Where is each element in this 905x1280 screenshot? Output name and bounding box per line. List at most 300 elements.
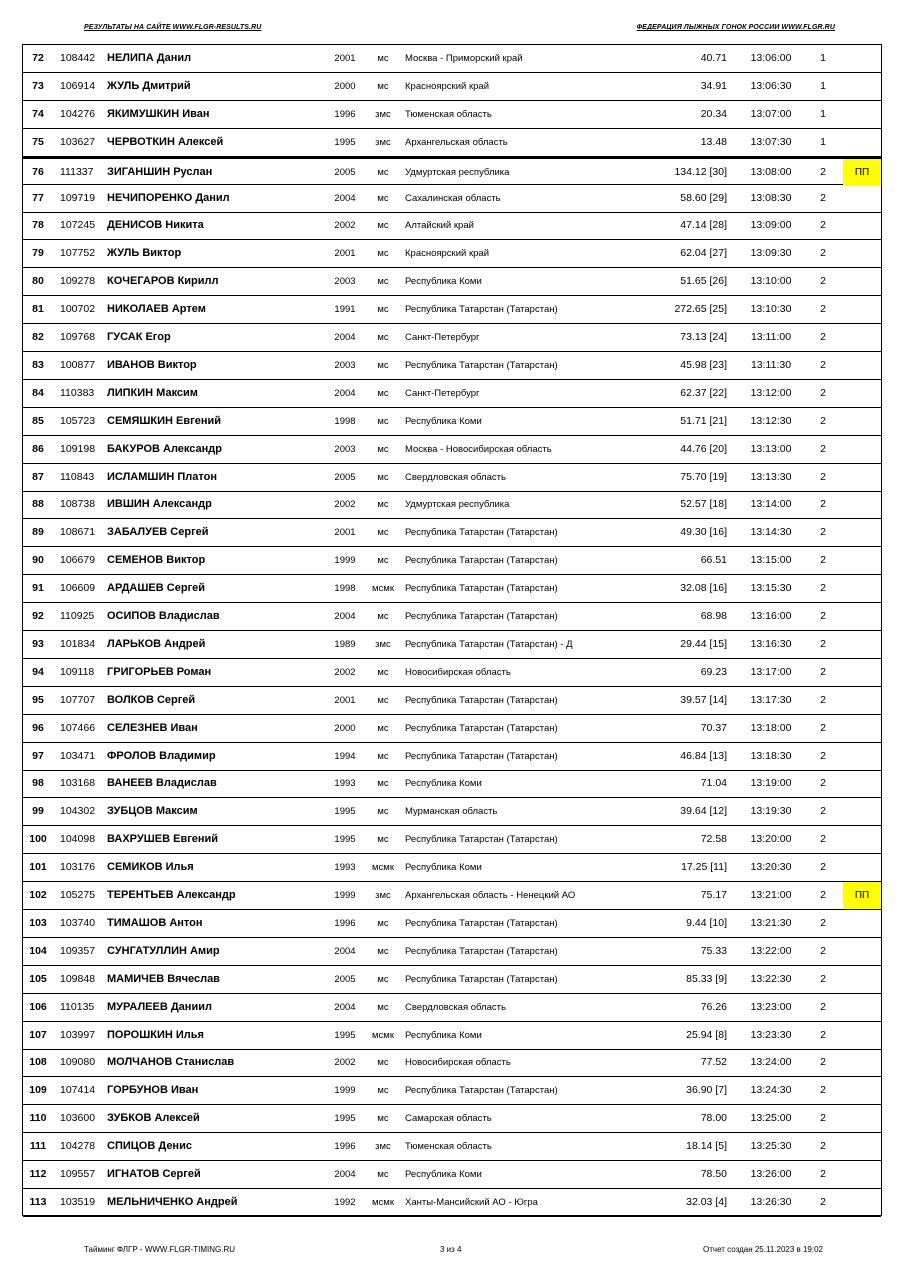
row-name: ОСИПОВ Владислав [107,610,220,622]
row-rank: мс [377,166,389,178]
table-row [23,1022,881,1050]
row-heat: 2 [820,916,826,929]
row-heat: 1 [820,79,826,92]
row-year: 2001 [334,248,356,260]
table-row [23,1133,881,1161]
table-row [23,687,881,715]
row-year: 2001 [334,53,356,64]
row-rank: мс [377,1001,389,1013]
row-time: 13:11:00 [750,331,792,343]
row-code: 107707 [60,693,96,706]
row-name: ЛИПКИН Максим [107,386,198,399]
row-place: 94 [32,665,44,678]
row-name: ГУСАК Егор [107,331,171,343]
row-points: 78.50 [700,1168,727,1180]
row-heat: 2 [820,610,826,622]
row-name: МУРАЛЕЕВ Даниил [107,1000,212,1013]
row-year: 2000 [334,722,356,734]
row-place: 97 [32,749,44,762]
row-code: 106914 [60,79,96,92]
row-time: 13:24:30 [750,1084,792,1097]
row-name: ЛАРЬКОВ Андрей [107,637,206,650]
row-place: 74 [32,107,44,120]
table-row [23,1189,881,1217]
row-rank: мс [377,806,389,818]
row-time: 13:26:30 [750,1195,792,1208]
row-heat: 2 [820,1195,826,1208]
row-region: Тюменская область [405,108,492,120]
row-points: 134.12 [30] [674,165,727,178]
row-heat: 2 [820,331,826,343]
row-code: 109848 [60,972,96,985]
row-region: Республика Коми [405,415,482,427]
row-points: 45.98 [23] [680,358,727,371]
row-rank: мс [377,611,389,622]
row-place: 108 [29,1056,47,1069]
row-rank: мсмк [372,1196,394,1208]
row-heat: 2 [820,1056,826,1069]
row-code: 110925 [60,610,95,622]
row-time: 13:07:30 [750,135,792,148]
row-year: 1998 [334,415,356,427]
row-code: 106609 [60,582,96,595]
row-code: 107752 [60,247,96,260]
row-year: 1996 [334,1141,356,1153]
row-name: ФРОЛОВ Владимир [107,749,216,762]
table-row [23,1161,881,1189]
row-points: 62.04 [27] [680,247,727,260]
row-region: Красноярский край [405,248,489,260]
row-place: 81 [32,303,44,316]
row-code: 108442 [60,52,96,64]
row-points: 51.71 [21] [680,414,727,427]
row-rank: мс [377,555,389,567]
row-rank: мс [377,666,389,678]
row-time: 13:12:30 [750,414,792,427]
row-place: 92 [32,610,44,622]
row-year: 2001 [334,694,356,706]
row-heat: 2 [820,1084,826,1097]
table-row [23,575,881,603]
row-place: 98 [32,777,44,790]
row-badge: ПП [843,159,881,186]
table-row [23,770,881,798]
row-badge: ПП [843,882,881,909]
start-list-table [22,44,882,1216]
row-place: 79 [32,247,44,260]
row-heat: 2 [820,526,826,539]
row-points: 40.71 [700,52,727,64]
row-place: 93 [32,637,44,650]
row-year: 1999 [334,1085,356,1097]
row-heat: 2 [820,554,826,567]
row-region: Тюменская область [405,1141,492,1153]
row-place: 89 [32,526,44,539]
row-points: 58.60 [29] [680,191,727,204]
row-code: 103168 [60,777,96,790]
row-rank: мс [377,359,389,371]
row-heat: 2 [820,1168,826,1180]
row-time: 13:15:00 [750,554,792,567]
row-rank: мс [377,778,389,790]
row-year: 2005 [334,471,356,483]
row-region: Республика Татарстан (Татарстан) [405,611,558,622]
row-year: 2004 [334,332,356,343]
row-place: 101 [29,861,47,874]
row-region: Республика Коми [405,778,482,790]
row-heat: 2 [820,1112,826,1125]
row-time: 13:07:00 [750,107,792,120]
row-points: 75.70 [19] [680,470,727,483]
row-place: 87 [32,470,44,483]
row-code: 110135 [60,1000,95,1013]
row-name: ТИМАШОВ Антон [107,916,203,929]
row-rank: мс [377,80,389,92]
table-row [23,129,881,157]
table-row [23,631,881,659]
row-region: Республика Татарстан (Татарстан) - Д [405,638,573,650]
row-code: 111337 [60,165,94,178]
row-name: ЗУБКОВ Алексей [107,1112,200,1125]
row-year: 2004 [334,945,356,957]
row-year: 1995 [334,1029,356,1041]
row-year: 2005 [334,166,356,178]
row-name: ВАНЕЕВ Владислав [107,777,217,790]
row-points: 85.33 [9] [686,972,727,985]
row-place: 91 [32,582,44,595]
row-points: 32.08 [16] [680,582,727,595]
row-year: 1995 [334,806,356,818]
row-name: СЕЛЕЗНЕВ Иван [107,721,198,734]
row-code: 108738 [60,498,96,511]
row-region: Республика Татарстан (Татарстан) [405,359,558,371]
row-place: 104 [29,944,47,957]
row-region: Республика Татарстан (Татарстан) [405,945,558,957]
row-time: 13:17:30 [750,693,792,706]
row-year: 2000 [334,80,356,92]
row-heat: 2 [820,805,826,818]
row-time: 13:14:00 [750,498,792,511]
row-name: ДЕНИСОВ Никита [107,219,204,232]
row-rank: змс [375,108,391,120]
header-federation-link[interactable]: ФЕДЕРАЦИЯ ЛЫЖНЫХ ГОНОК РОССИИ WWW.FLGR.RU [636,24,835,31]
row-region: Сахалинская область [405,192,501,204]
row-code: 103471 [60,749,96,762]
row-time: 13:21:30 [750,916,792,929]
row-rank: мс [377,1113,389,1125]
row-points: 75.33 [700,944,727,957]
row-code: 103627 [60,135,96,148]
row-points: 9.44 [10] [686,916,727,929]
row-year: 2005 [334,973,356,985]
table-row [23,380,881,408]
row-region: Самарская область [405,1113,492,1125]
row-rank: мс [377,750,389,762]
table-row [23,659,881,687]
row-rank: мс [377,53,389,64]
row-name: ВАХРУШЕВ Евгений [107,833,219,846]
table-row [23,352,881,380]
row-rank: мс [377,722,389,734]
row-year: 1989 [334,638,356,650]
row-code: 110843 [60,470,95,483]
row-region: Москва - Приморский край [405,53,523,64]
row-place: 80 [32,275,44,288]
row-code: 104098 [60,833,96,846]
row-rank: змс [375,1141,391,1153]
row-heat: 1 [820,107,826,120]
row-rank: змс [375,136,391,148]
row-year: 2002 [334,499,356,511]
row-place: 107 [29,1028,47,1041]
table-row [23,854,881,882]
row-place: 106 [29,1000,47,1013]
row-rank: мсмк [372,1029,394,1041]
row-time: 13:20:30 [750,861,792,874]
row-place: 73 [32,79,44,92]
row-points: 39.57 [14] [680,693,727,706]
row-code: 109198 [60,442,96,455]
row-points: 29.44 [15] [680,637,727,650]
row-time: 13:08:00 [750,165,792,178]
row-region: Республика Коми [405,1029,482,1041]
row-year: 2003 [334,359,356,371]
row-name: ЯКИМУШКИН Иван [107,107,210,120]
row-code: 105275 [60,889,96,901]
row-heat: 2 [820,1028,826,1041]
row-place: 90 [32,554,44,567]
row-name: НЕЧИПОРЕНКО Данил [107,191,230,204]
row-points: 71.04 [700,777,727,790]
row-region: Архангельская область [405,136,508,148]
row-points: 20.34 [700,107,727,120]
row-name: МОЛЧАНОВ Станислав [107,1056,235,1069]
table-row [23,212,881,240]
row-points: 75.17 [700,889,727,901]
row-year: 1994 [334,750,356,762]
row-region: Республика Татарстан (Татарстан) [405,694,558,706]
row-rank: мсмк [372,862,394,874]
table-row [23,324,881,352]
row-name: ИВАНОВ Виктор [107,358,197,371]
row-rank: мс [377,220,389,232]
table-row [23,882,881,910]
row-year: 1996 [334,917,356,929]
row-year: 2004 [334,387,356,399]
row-region: Республика Коми [405,1169,482,1180]
row-heat: 2 [820,582,826,595]
row-name: ЧЕРВОТКИН Алексей [107,135,224,148]
row-year: 1992 [334,1196,356,1208]
row-code: 109080 [60,1056,96,1069]
row-time: 13:15:30 [750,582,792,595]
row-heat: 2 [820,889,826,901]
row-name: БАКУРОВ Александр [107,442,222,455]
row-heat: 2 [820,247,826,260]
row-heat: 2 [820,693,826,706]
row-heat: 2 [820,637,826,650]
row-region: Республика Татарстан (Татарстан) [405,1085,558,1097]
row-name: ГОРБУНОВ Иван [107,1084,199,1097]
row-code: 107245 [60,219,96,232]
row-code: 107414 [60,1084,96,1097]
table-row [23,408,881,436]
row-time: 13:22:30 [750,972,792,985]
row-points: 78.00 [700,1112,727,1125]
row-region: Ханты-Мансийский АО - Югра [405,1196,538,1208]
row-heat: 2 [820,191,826,204]
row-rank: мс [377,1085,389,1097]
row-time: 13:19:30 [750,805,792,818]
row-heat: 2 [820,777,826,790]
row-place: 109 [29,1084,47,1097]
row-name: ЗУБЦОВ Максим [107,805,198,818]
row-name: МЕЛЬНИЧЕНКО Андрей [107,1195,238,1208]
row-heat: 2 [820,275,826,288]
row-place: 113 [29,1195,47,1208]
row-time: 13:10:30 [750,303,792,316]
row-code: 109357 [60,944,96,957]
row-heat: 2 [820,944,826,957]
row-region: Алтайский край [405,220,474,232]
row-place: 83 [32,358,44,371]
row-region: Новосибирская область [405,666,511,678]
row-time: 13:25:30 [750,1140,792,1153]
row-time: 13:13:30 [750,470,792,483]
row-points: 13.48 [700,135,727,148]
row-points: 46.84 [13] [680,749,727,762]
row-heat: 2 [820,749,826,762]
table-row [23,1105,881,1133]
row-region: Архангельская область - Ненецкий АО [405,890,576,901]
row-rank: мс [377,917,389,929]
row-points: 272.65 [25] [674,303,727,316]
row-rank: мс [377,304,389,316]
row-time: 13:09:30 [750,247,792,260]
row-name: СЕМЯШКИН Евгений [107,414,221,427]
row-points: 49.30 [16] [680,526,727,539]
row-region: Республика Татарстан (Татарстан) [405,917,558,929]
row-heat: 2 [820,861,826,874]
row-time: 13:24:00 [750,1056,792,1069]
row-code: 109768 [60,331,96,343]
row-place: 111 [29,1140,47,1153]
header-results-link[interactable]: РЕЗУЛЬТАТЫ НА САЙТЕ WWW.FLGR-RESULTS.RU [84,24,262,31]
row-place: 103 [29,916,47,929]
row-rank: мс [377,945,389,957]
row-rank: мс [377,276,389,288]
row-rank: мс [377,694,389,706]
row-name: НИКОЛАЕВ Артем [107,303,206,316]
row-time: 13:18:00 [750,721,792,734]
row-heat: 2 [820,414,826,427]
row-time: 13:26:00 [750,1168,792,1180]
row-name: СЕМЕНОВ Виктор [107,554,206,567]
row-heat: 2 [820,303,826,316]
row-name: ЖУЛЬ Дмитрий [107,79,191,92]
table-row [23,798,881,826]
row-heat: 2 [820,972,826,985]
table-row [23,101,881,129]
table-row [23,938,881,966]
row-points: 44.76 [20] [680,442,727,455]
row-region: Красноярский край [405,80,489,92]
table-row [23,966,881,994]
row-year: 2003 [334,276,356,288]
row-region: Удмуртская республика [405,499,510,511]
row-year: 1993 [334,862,356,874]
row-region: Новосибирская область [405,1057,511,1069]
row-points: 34.91 [700,79,727,92]
row-rank: мс [377,973,389,985]
row-code: 100702 [60,303,96,316]
row-code: 104278 [60,1140,96,1153]
table-row [23,1049,881,1077]
row-year: 1999 [334,890,356,901]
row-name: ГРИГОРЬЕВ Роман [107,665,212,678]
row-time: 13:17:00 [750,665,792,678]
row-place: 82 [32,331,44,343]
row-year: 1995 [334,834,356,846]
row-heat: 1 [820,135,826,148]
row-region: Санкт-Петербург [405,332,480,343]
row-region: Республика Татарстан (Татарстан) [405,555,558,567]
row-name: ЖУЛЬ Виктор [107,247,182,260]
row-points: 17.25 [11] [681,861,727,874]
row-code: 105723 [60,414,96,427]
footer-page-number: 3 из 4 [440,1245,462,1254]
table-row [23,910,881,938]
row-year: 1995 [334,136,356,148]
row-rank: мс [377,192,389,204]
row-rank: мс [377,1169,389,1180]
row-points: 68.98 [700,610,727,622]
row-code: 100877 [60,358,96,371]
table-row [23,826,881,854]
table-row [23,519,881,547]
row-place: 77 [32,191,44,204]
row-rank: мсмк [372,583,394,595]
row-code: 103519 [60,1195,96,1208]
row-heat: 2 [820,1000,826,1013]
row-name: СУНГАТУЛЛИН Амир [107,944,220,957]
footer-timing-credit: Тайминг ФЛГР - WWW.FLGR-TIMING.RU [84,1245,236,1254]
row-heat: 2 [820,665,826,678]
row-place: 88 [32,498,44,511]
row-code: 104276 [60,107,96,120]
row-heat: 2 [820,498,826,511]
row-year: 2002 [334,220,356,232]
row-place: 95 [32,693,44,706]
row-code: 106679 [60,554,96,567]
row-time: 13:18:30 [750,749,792,762]
row-points: 70.37 [700,721,727,734]
table-row [23,296,881,324]
row-code: 107466 [60,721,96,734]
footer-report-created: Отчет создан 25.11.2023 в 19:02 [703,1245,823,1254]
row-name: СЕМИКОВ Илья [107,861,194,874]
row-place: 72 [32,52,44,64]
row-region: Удмуртская республика [405,166,510,178]
row-code: 110383 [60,386,95,399]
row-name: НЕЛИПА Данил [107,52,192,64]
row-points: 77.52 [700,1056,727,1069]
row-points: 76.26 [700,1000,727,1013]
row-heat: 1 [820,52,826,64]
row-region: Республика Коми [405,276,482,288]
row-place: 100 [29,833,47,846]
row-code: 103740 [60,916,96,929]
